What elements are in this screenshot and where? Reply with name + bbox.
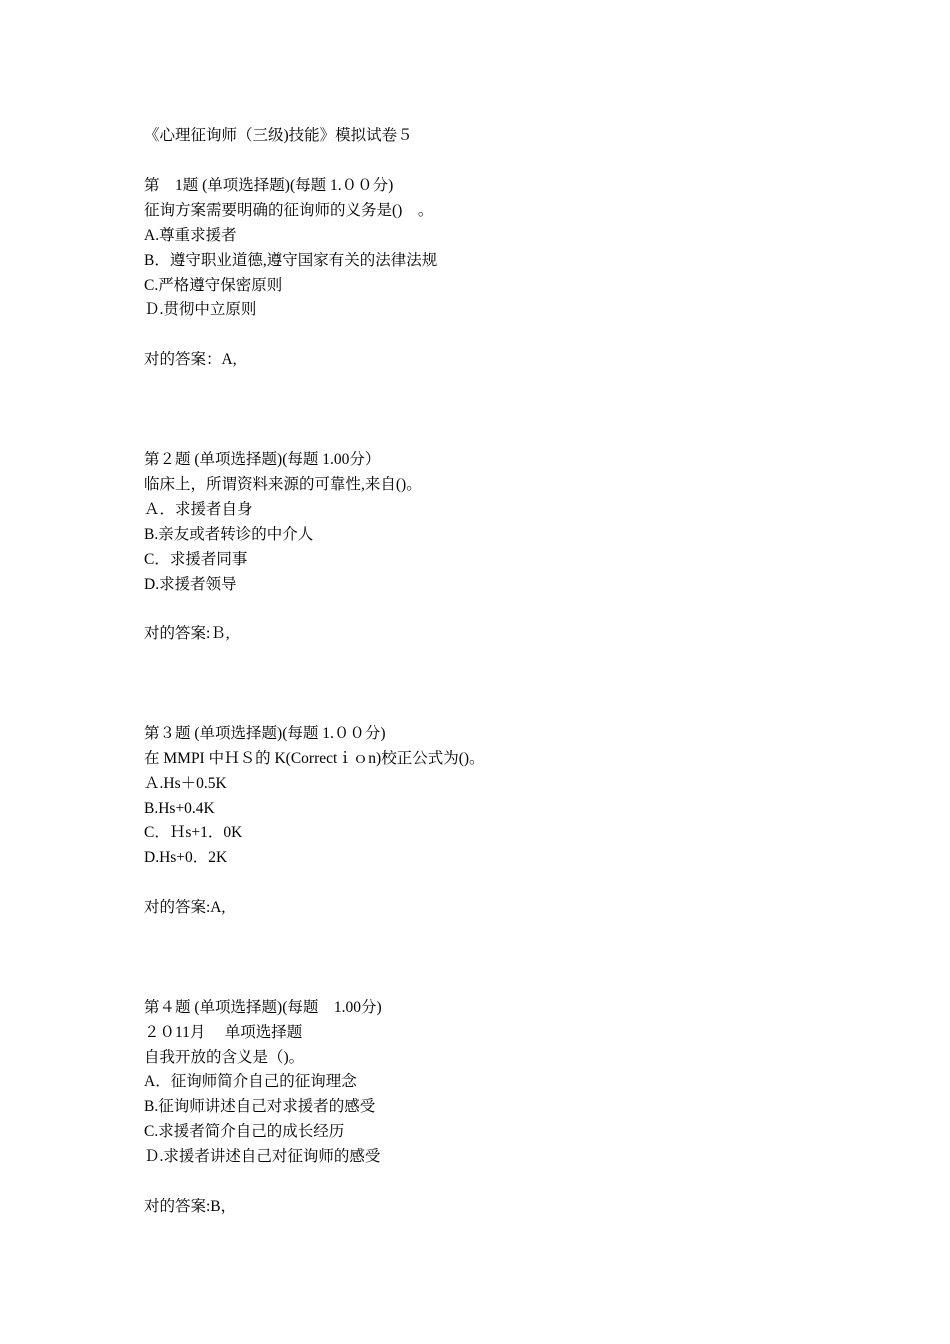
option-b: B．遵守职业道德,遵守国家有关的法律法规 [144,252,438,269]
answer: 对的答案:Ｂ, [144,625,230,642]
question-stem: 临床上，所谓资料来源的可靠性,来自()。 [144,476,422,493]
answer: 对的答案：A, [144,351,237,368]
option-b: B.Hs+0.4K [144,800,215,817]
question-header: 第４题 (单项选择题)(每题 1.00分) [144,999,382,1016]
question-stem: 在 MMPI 中ＨＳ的 K(Correctｉｏn)校正公式为()。 [144,750,485,767]
option-c: C.求援者简介自己的成长经历 [144,1123,345,1140]
document-title: 《心理征询师（三级)技能》模拟试卷５ [144,127,413,144]
option-c: C．Ｈs+1．0K [144,824,243,841]
option-d: D.Hs+0．2K [144,849,228,866]
option-b: B.亲友或者转诊的中介人 [144,526,314,543]
option-d: Ｄ.求援者讲述自己对征询师的感受 [144,1148,381,1165]
option-a: A.尊重求援者 [144,227,237,244]
option-c: C．求援者同事 [144,551,248,568]
option-c: C.严格遵守保密原则 [144,277,283,294]
option-d: D.求援者领导 [144,576,237,593]
question-stem: 自我开放的含义是（)。 [144,1049,305,1066]
answer: 对的答案:A, [144,899,226,916]
option-a: Ａ．求援者自身 [144,501,253,518]
option-a: A．征询师简介自己的征询理念 [144,1073,357,1090]
question-meta: ２０11月 单项选择题 [144,1024,303,1041]
question-header: 第 1题 (单项选择题)(每题 1.００分) [144,177,394,194]
option-b: B.征询师讲述自己对求援者的感受 [144,1098,376,1115]
answer: 对的答案:B， [144,1198,237,1215]
option-a: Ａ.Hs＋0.5K [144,775,227,792]
question-header: 第２题 (单项选择题)(每题 1.00分） [144,451,381,468]
question-header: 第３题 (单项选择题)(每题 1.００分) [144,725,386,742]
question-stem: 征询方案需要明确的征询师的义务是() 。 [144,202,434,219]
option-d: Ｄ.贯彻中立原则 [144,301,257,318]
